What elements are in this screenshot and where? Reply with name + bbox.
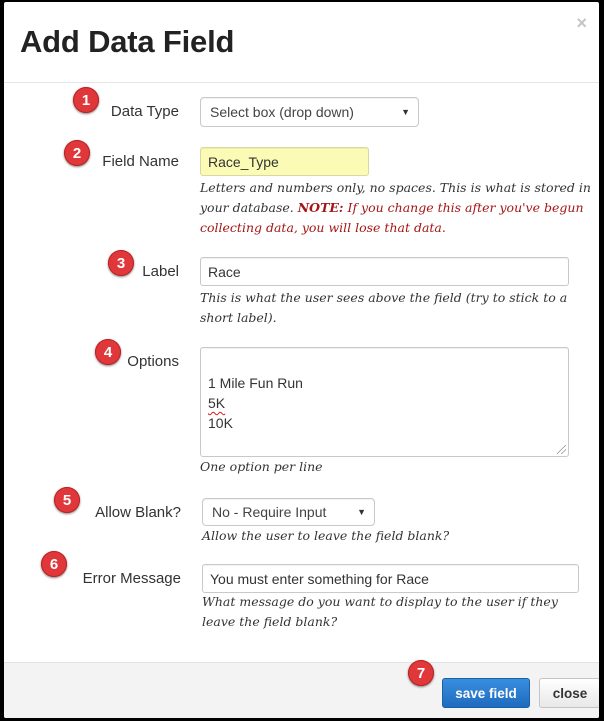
options-textarea[interactable] <box>200 347 569 457</box>
option-line: 10K <box>208 415 233 431</box>
save-field-button[interactable]: save field <box>442 678 530 708</box>
step-badge-1: 1 <box>73 87 99 113</box>
step-badge-3: 3 <box>108 250 134 276</box>
field-name-label: Field Name <box>102 153 179 170</box>
add-data-field-modal <box>4 2 599 718</box>
allow-blank-select[interactable] <box>202 498 375 526</box>
label-help: This is what the user sees above the field (try to stick to a short label). <box>200 290 568 325</box>
chevron-down-icon: ▼ <box>401 107 410 117</box>
field-name-help-text: Letters and numbers only, no spaces. This is what is stored in your database. <box>200 180 591 215</box>
error-message-label: Error Message <box>82 570 181 587</box>
option-line: 1 Mile Fun Run <box>208 375 303 391</box>
step-badge-2: 2 <box>64 140 90 166</box>
field-name-input[interactable] <box>200 147 369 176</box>
label-input[interactable] <box>200 257 569 286</box>
label-field-label: Label <box>142 263 179 280</box>
allow-blank-help: Allow the user to leave the field blank? <box>202 528 450 543</box>
options-label: Options <box>127 353 179 370</box>
error-message-help: What message do you want to display to the user if they leave the field blank? <box>202 594 558 629</box>
modal-title: Add Data Field <box>20 24 235 59</box>
field-name-value: Race_Type <box>208 153 279 170</box>
option-line: 5K <box>208 395 226 411</box>
step-badge-7: 7 <box>408 660 434 686</box>
header-divider <box>4 82 599 83</box>
resize-handle-icon[interactable] <box>557 445 566 454</box>
data-type-label: Data Type <box>110 103 179 120</box>
data-type-selected: Select box (drop down) <box>210 104 354 120</box>
close-icon[interactable]: × <box>576 13 587 33</box>
step-badge-6: 6 <box>41 551 67 577</box>
warning-note-label: NOTE: <box>297 200 344 215</box>
data-type-select[interactable] <box>200 97 419 127</box>
allow-blank-selected: No - Require Input <box>212 504 327 520</box>
label-value: Race <box>208 263 241 280</box>
warning-note-text: If you change this after you've begun collecting data, you will lose that data. <box>200 200 584 235</box>
step-badge-4: 4 <box>95 339 121 365</box>
allow-blank-label: Allow Blank? <box>95 504 181 521</box>
chevron-down-icon: ▼ <box>357 507 366 517</box>
error-message-value: You must enter something for Race <box>210 570 429 587</box>
error-message-input[interactable] <box>202 564 579 593</box>
step-badge-5: 5 <box>54 487 80 513</box>
options-help: One option per line <box>200 459 323 474</box>
field-name-help <box>200 178 592 238</box>
close-button[interactable]: close <box>539 678 599 708</box>
